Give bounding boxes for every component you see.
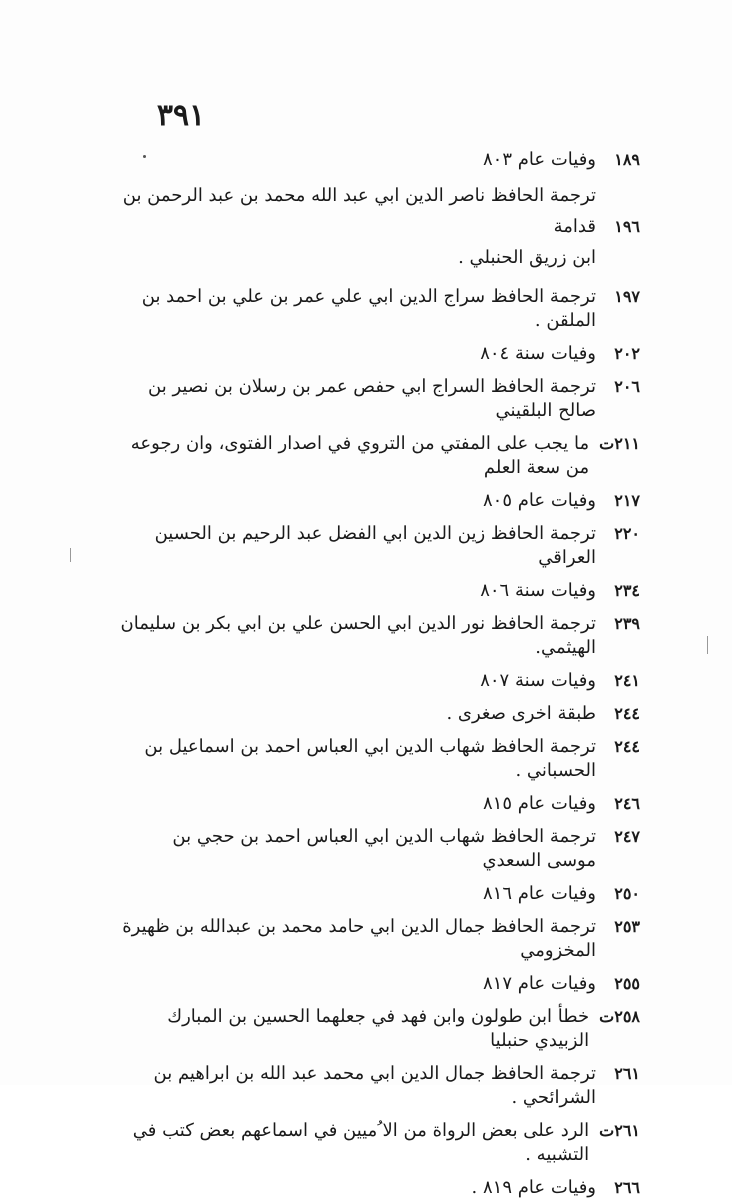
entry-title: ترجمة الحافظ السراج ابي حفص عمر بن رسلان بن نصير بن صالح البلقيني [148, 376, 596, 421]
entry-title: ترجمة الحافظ شهاب الدين ابي العباس احمد بن حجي بن موسى السعدي [172, 826, 596, 871]
entry-title: ما يجب على المفتي من التروي في اصدار الفتوى، وان رجوعه من سعة العلم [130, 433, 590, 478]
entry-page-number: ٢٣٩ [614, 614, 640, 633]
toc-entry [120, 792, 640, 816]
entry-page-number: ١٩٧ [614, 287, 640, 306]
entry-page-number: ٢٤٧ [614, 827, 640, 846]
entry-title: وفيات سنة ٨٠٦ [480, 580, 596, 601]
entry-title: خطأ ابن طولون وابن فهد في جعلهما الحسين بن المبارك الزبيدي حنبليا [167, 1006, 590, 1051]
entry-title: ترجمة الحافظ ناصر الدين ابي عبد الله محمد بن عبد الرحمن بن قدامة ابن زريق الحنبلي . [122, 185, 596, 268]
toc-entry [120, 735, 640, 783]
entry-title: ترجمة الحافظ نور الدين ابي الحسن علي بن ابي بكر بن سليمان الهيثمي. [120, 613, 596, 658]
toc-entry [120, 342, 640, 366]
entry-page-number: ٢٤١ [614, 671, 640, 690]
entry-title: ترجمة الحافظ سراج الدين ابي علي عمر بن علي بن احمد بن الملقن . [141, 286, 596, 331]
entry-title: وفيات عام ٨١٥ [483, 793, 596, 814]
entry-title: ترجمة الحافظ جمال الدين ابي حامد محمد بن عبدالله بن ظهيرة المخزومي [122, 916, 596, 961]
page-number: ٣٩١ [156, 98, 206, 133]
entry-page-number: ٢٦١ت [599, 1121, 640, 1140]
entry-title: وفيات عام ٨٠٥ [483, 490, 596, 511]
entry-page-number: ٢٤٤ [614, 737, 640, 756]
entry-page-number: ٢٥٠ [614, 884, 640, 903]
entry-title: وفيات عام ٨١٩ . [471, 1177, 596, 1198]
toc-entry [120, 1176, 640, 1200]
entry-page-number: ٢١٧ [614, 491, 640, 510]
toc-entry [120, 612, 640, 660]
toc-entry [120, 882, 640, 906]
toc-entry [120, 180, 640, 273]
toc-entry [120, 972, 640, 996]
entry-title: وفيات عام ٨١٧ [483, 973, 596, 994]
toc-entry [120, 285, 640, 333]
entry-title: وفيات عام ٨٠٣ [483, 149, 596, 170]
entry-page-number: ٢٤٦ [614, 794, 640, 813]
entry-page-number: ٢٣٤ [614, 581, 640, 600]
toc-entry [120, 148, 640, 172]
entry-page-number: ٢٤٤ [614, 704, 640, 723]
entry-title: وفيات سنة ٨٠٧ [480, 670, 596, 691]
toc-entry [120, 1062, 640, 1110]
entry-title: وفيات عام ٨١٦ [483, 883, 596, 904]
entry-title: ترجمة الحافظ جمال الدين ابي محمد عبد الله بن ابراهيم بن الشرائحي . [153, 1063, 596, 1108]
entry-page-number: ٢٥٥ [614, 974, 640, 993]
toc-entry [120, 702, 640, 726]
toc-entry [120, 432, 640, 480]
entry-title: ترجمة الحافظ شهاب الدين ابي العباس احمد بن اسماعيل بن الحسباني . [144, 736, 596, 781]
entry-page-number: ٢٢٠ [614, 524, 640, 543]
toc-entry [120, 579, 640, 603]
stray-mark [707, 636, 708, 654]
toc-entry [120, 1119, 640, 1167]
toc-entry [120, 375, 640, 423]
toc-entry [120, 825, 640, 873]
toc-entry [120, 489, 640, 513]
entry-page-number: ١٨٩ [614, 150, 640, 169]
entry-title: وفيات سنة ٨٠٤ [480, 343, 596, 364]
entry-title: ترجمة الحافظ زين الدين ابي الفضل عبد الرحيم بن الحسين العراقي [154, 523, 596, 568]
entry-page-number: ٢٦٦ [614, 1178, 640, 1197]
toc-entry [120, 522, 640, 570]
entry-page-number: ٢٥٣ [614, 917, 640, 936]
entry-page-number: ٢٥٨ت [599, 1007, 640, 1026]
entry-page-number: ٢٠٢ [614, 344, 640, 363]
table-of-contents [120, 148, 640, 1200]
entry-page-number: ٢٦١ [614, 1064, 640, 1083]
toc-entry [120, 1005, 640, 1053]
entry-title: طبقة اخرى صغرى . [446, 703, 596, 724]
entry-page-number: ٢١١ت [599, 434, 640, 453]
entry-title: الرد على بعض الرواة من الا ُميين في اسماعهم بعض كتب في التشبيه . [132, 1120, 590, 1165]
entry-page-number: ٢٠٦ [614, 377, 640, 396]
toc-entry [120, 915, 640, 963]
toc-entry [120, 669, 640, 693]
stray-mark [70, 548, 71, 562]
entry-page-number: ١٩٦ [614, 217, 640, 236]
